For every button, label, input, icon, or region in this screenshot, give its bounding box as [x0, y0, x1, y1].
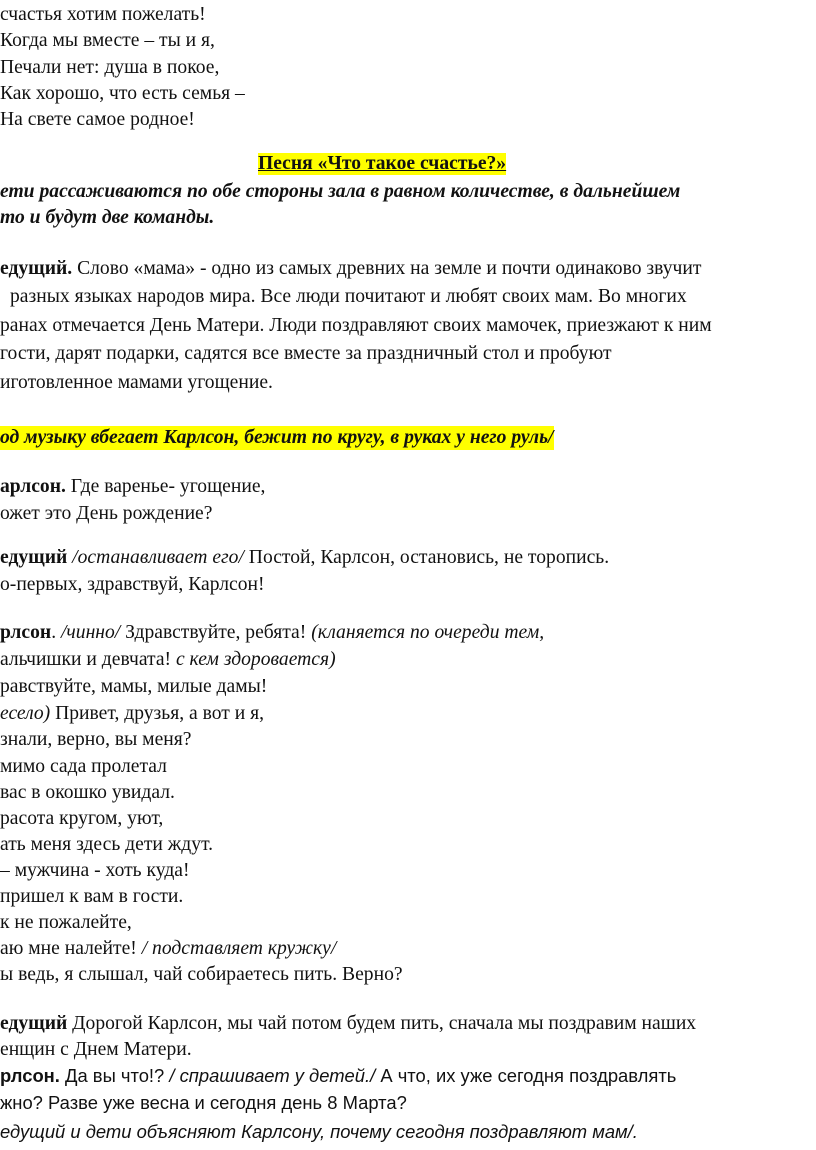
karlson2-speaker: рлсон [0, 622, 52, 643]
karlson2-line-1 [0, 620, 544, 646]
host3-line-1 [0, 1011, 696, 1037]
poem-line-1: счастья хотим пожелать! [0, 4, 206, 25]
host-speech-line-4: гости, дарят подарки, садятся все вместе за праздничный стол и пробуют [0, 343, 612, 364]
host-speech-text: Слово «мама» - одно из самых древних на земле и почти одинаково звучит [72, 258, 702, 279]
host3-text: Дорогой Карлсон, мы чай потом будем пить, сначала мы поздравим наших [67, 1013, 697, 1034]
karlson3-line-2: жно? Разве уже весна и сегодня день 8 Марта? [0, 1092, 407, 1113]
stage-direction-line-2: то и будут две команды. [0, 207, 215, 228]
karlson2-line-11: пришел к вам в гости. [0, 886, 184, 907]
karlson2-line2-direction: с кем здоровается) [175, 649, 336, 670]
stage-direction-karlson-enters: од музыку вбегает Карлсон, бежит по кругу, в руках у него руль/ [0, 427, 554, 448]
karlson2-line-2 [0, 647, 336, 673]
karlson2-line4-text: Привет, друзья, а вот и я, [50, 703, 265, 724]
poem-line-4: Как хорошо, что есть семья – [0, 83, 245, 104]
karlson-speaker: арлсон. [0, 476, 66, 497]
poem-line-5: На свете самое родное! [0, 109, 195, 130]
host-line-2b: о-первых, здравствуй, Карлсон! [0, 574, 265, 595]
karlson-text: Где варенье- угощение, [65, 476, 266, 497]
host3-line-2: енщин с Днем Матери. [0, 1039, 192, 1060]
karlson2-direction-b: (кланяется по очереди тем, [311, 622, 545, 643]
karlson3-text-b: А что, их уже сегодня поздравлять [375, 1065, 677, 1086]
karlson-line-1 [0, 474, 265, 500]
karlson2-dot: . [51, 622, 61, 643]
host-speech-line-3: ранах отмечается День Матери. Люди поздравляют своих мамочек, приезжают к ним [0, 315, 712, 336]
karlson2-line-13 [0, 936, 336, 962]
karlson3-speaker: рлсон. [0, 1065, 60, 1086]
karlson2-pour-text: аю мне налейте! [0, 938, 142, 959]
karlson3-line-1 [0, 1063, 676, 1089]
karlson2-line-10: – мужчина - хоть куда! [0, 860, 190, 881]
karlson2-line-9: ать меня здесь дети ждут. [0, 834, 214, 855]
host-speech-line-1 [0, 256, 701, 282]
stage-direction-line-1: ети рассаживаются по обе стороны зала в равном количестве, в дальнейшем [0, 181, 681, 202]
karlson2-line-3: равствуйте, мамы, милые дамы! [0, 676, 268, 697]
song-title: Песня «Что такое счастье?» [258, 153, 507, 174]
final-stage-direction: едущий и дети объясняют Карлсону, почему сегодня поздравляют мам/. [0, 1121, 638, 1142]
karlson2-line2-text: альчишки и девчата! [0, 649, 176, 670]
karlson2-line-5: знали, верно, вы меня? [0, 729, 192, 750]
karlson2-line-4 [0, 701, 264, 727]
karlson2-line-8: расота кругом, уют, [0, 808, 164, 829]
karlson3-text-a: Да вы что!? [59, 1065, 170, 1086]
karlson2-line-6: мимо сада пролетал [0, 756, 167, 777]
host-text-2: Постой, Карлсон, остановись, не торопись. [243, 547, 610, 568]
host-speech-line-5: иготовленное мамами угощение. [0, 372, 273, 393]
host-speaker: едущий. [0, 258, 73, 279]
poem-line-2: Когда мы вместе – ты и я, [0, 30, 215, 51]
karlson2-line-14: ы ведь, я слышал, чай собираетесь пить. Верно? [0, 964, 403, 985]
karlson2-line-12: к не пожалейте, [0, 912, 132, 933]
karlson3-direction: / спрашивает у детей./ [169, 1065, 376, 1086]
host-speech-line-2: разных языках народов мира. Все люди почитают и любят своих мам. Во многих [10, 286, 687, 307]
karlson2-line4-direction: есело) [0, 703, 51, 724]
host-speaker-2: едущий [0, 547, 68, 568]
karlson2-text-a: Здравствуйте, ребята! [120, 622, 312, 643]
karlson2-direction-a: /чинно/ [60, 622, 121, 643]
karlson-line-2: ожет это День рождение? [0, 503, 213, 524]
host-line-2a [0, 545, 609, 571]
host3-speaker: едущий [0, 1013, 68, 1034]
karlson2-line-7: вас в окошко увидал. [0, 782, 175, 803]
host-direction-2: /останавливает его/ [67, 547, 244, 568]
karlson2-pour-direction: / подставляет кружку/ [141, 938, 337, 959]
poem-line-3: Печали нет: душа в покое, [0, 57, 220, 78]
